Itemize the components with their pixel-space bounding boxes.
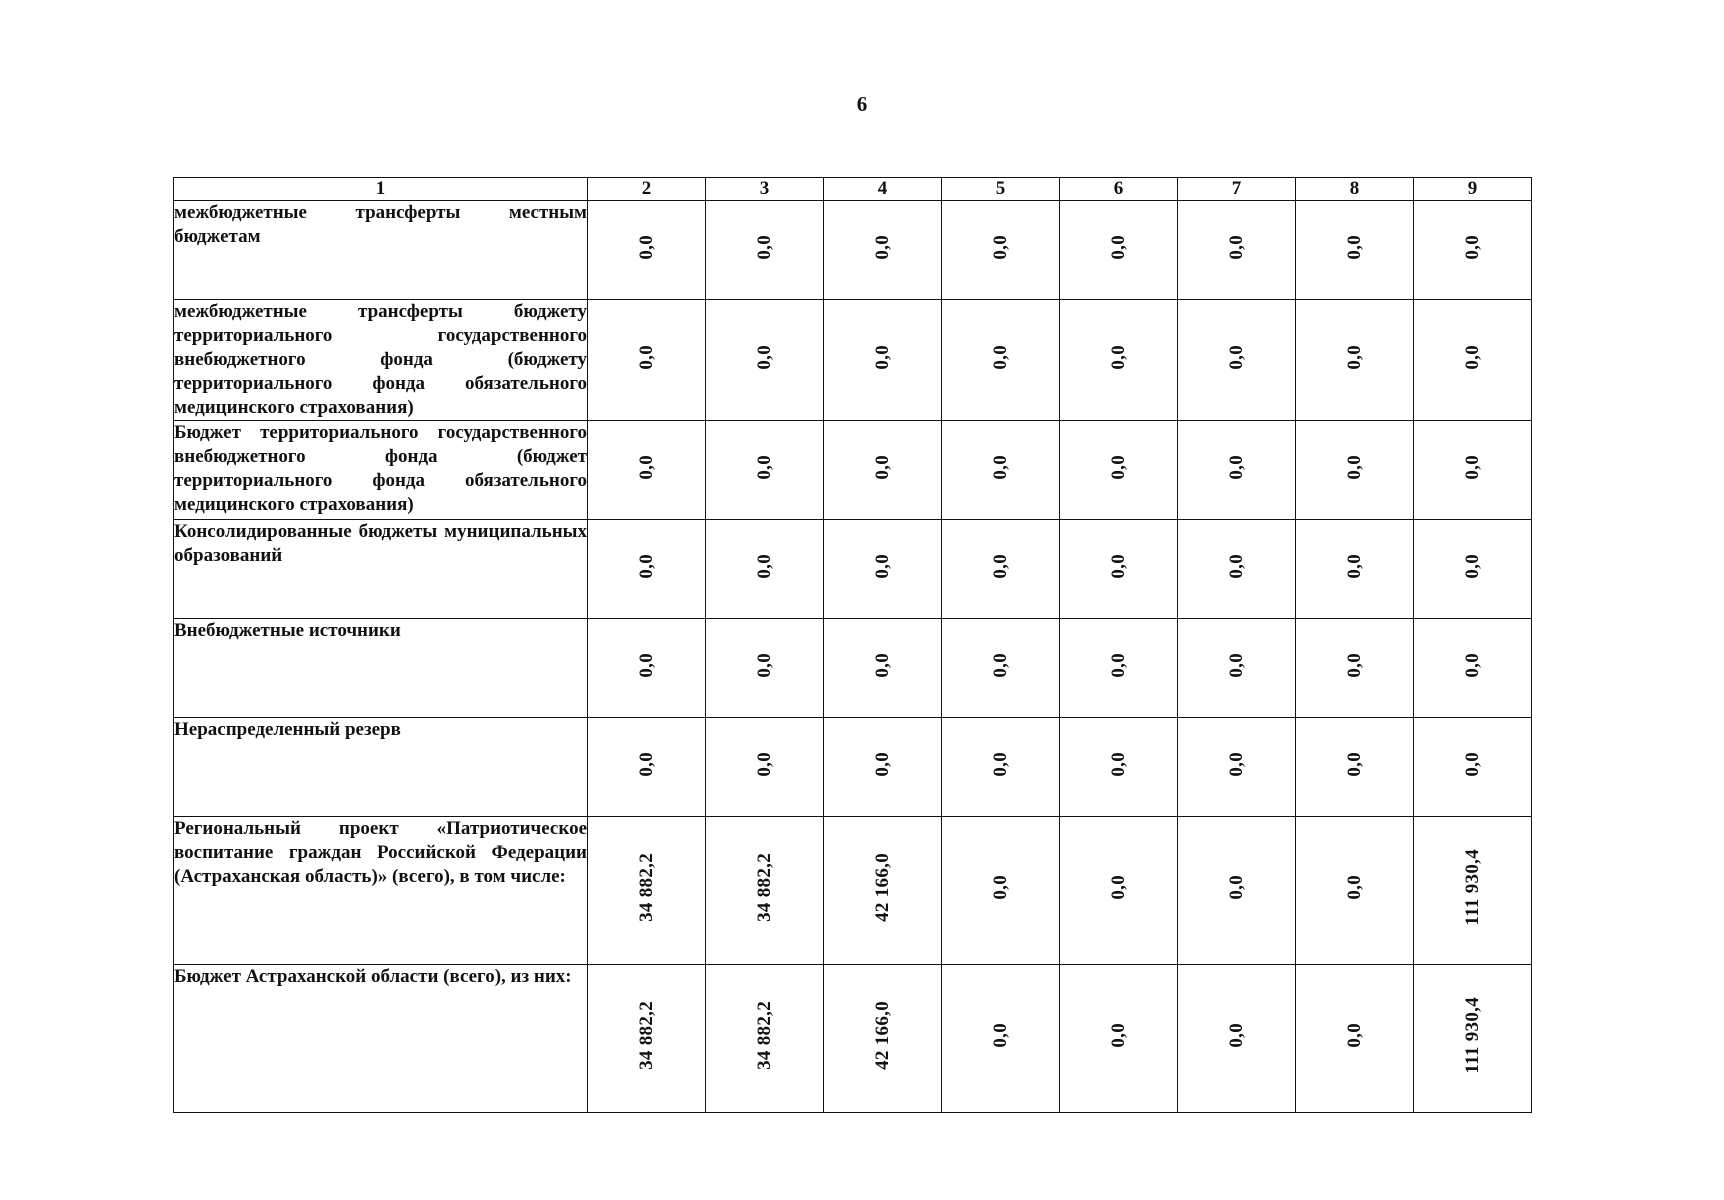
- cell-value: 0,0: [871, 234, 893, 260]
- cell-value: 34 882,2: [635, 1001, 657, 1070]
- cell-value: 0,0: [1343, 751, 1365, 777]
- cell-value: 0,0: [989, 652, 1011, 678]
- table-row: [174, 421, 1532, 520]
- cell-value: 0,0: [989, 875, 1011, 900]
- cell-value: 0,0: [1461, 454, 1483, 480]
- row-label: Бюджет Астраханской области (всего), из них:: [174, 965, 588, 1113]
- cell-value: 0,0: [871, 751, 893, 777]
- cell-value: 0,0: [1343, 875, 1365, 900]
- row-label: Бюджет территориального государственного внебюджетного фонда (бюджет территориального фонда обязательного медицинского страхования): [174, 421, 588, 520]
- cell-value: 0,0: [1225, 875, 1247, 900]
- cell-value: 0,0: [1225, 454, 1247, 480]
- cell-value: 0,0: [635, 344, 657, 370]
- cell-value: 0,0: [1343, 344, 1365, 370]
- column-header: 7: [1178, 178, 1296, 201]
- cell-value: 0,0: [871, 652, 893, 678]
- cell-value: 0,0: [1225, 652, 1247, 678]
- table-row: [174, 817, 1532, 965]
- cell-value: 111 930,4: [1461, 849, 1483, 926]
- row-label: Нераспределенный резерв: [174, 718, 588, 817]
- cell-value: 0,0: [753, 652, 775, 678]
- cell-value: 34 882,2: [635, 853, 657, 922]
- column-header: 1: [174, 178, 588, 201]
- cell-value: 0,0: [1461, 751, 1483, 777]
- cell-value: 0,0: [753, 553, 775, 579]
- cell-value: 0,0: [1343, 652, 1365, 678]
- table-row: [174, 718, 1532, 817]
- cell-value: 34 882,2: [753, 1001, 775, 1070]
- column-header: 2: [588, 178, 706, 201]
- cell-value: 0,0: [1225, 553, 1247, 579]
- cell-value: 42 166,0: [871, 1001, 893, 1070]
- row-label: Региональный проект «Патриотическое воспитание граждан Российской Федерации (Астраханская область)» (всего), в том числе:: [174, 817, 588, 965]
- cell-value: 0,0: [1107, 234, 1129, 260]
- table-row: [174, 520, 1532, 619]
- cell-value: 0,0: [753, 234, 775, 260]
- budget-table: [173, 177, 1532, 1113]
- cell-value: 0,0: [1343, 454, 1365, 480]
- cell-value: 42 166,0: [871, 853, 893, 922]
- cell-value: 0,0: [635, 234, 657, 260]
- cell-value: 0,0: [1225, 751, 1247, 777]
- cell-value: 0,0: [1225, 344, 1247, 370]
- cell-value: 0,0: [1343, 1023, 1365, 1048]
- column-header: 4: [824, 178, 942, 201]
- table-row: [174, 965, 1532, 1113]
- column-header: 6: [1060, 178, 1178, 201]
- cell-value: 0,0: [1107, 751, 1129, 777]
- cell-value: 0,0: [1343, 553, 1365, 579]
- row-label: межбюджетные трансферты бюджету территориального государственного внебюджетного фонда (бюджету территориального фонда обязательного медицинского страхования): [174, 300, 588, 421]
- cell-value: 0,0: [753, 454, 775, 480]
- cell-value: 0,0: [635, 553, 657, 579]
- cell-value: 0,0: [635, 652, 657, 678]
- cell-value: 0,0: [871, 344, 893, 370]
- cell-value: 34 882,2: [753, 853, 775, 922]
- table-header-row: [174, 178, 1532, 201]
- cell-value: 0,0: [871, 454, 893, 480]
- cell-value: 0,0: [1107, 553, 1129, 579]
- column-header: 9: [1414, 178, 1532, 201]
- cell-value: 0,0: [1107, 875, 1129, 900]
- cell-value: 0,0: [989, 553, 1011, 579]
- cell-value: 0,0: [753, 344, 775, 370]
- cell-value: 0,0: [1461, 652, 1483, 678]
- cell-value: 0,0: [1107, 454, 1129, 480]
- cell-value: 0,0: [1461, 344, 1483, 370]
- cell-value: 0,0: [1343, 234, 1365, 260]
- cell-value: 0,0: [1225, 1023, 1247, 1048]
- cell-value: 0,0: [989, 454, 1011, 480]
- cell-value: 0,0: [871, 553, 893, 579]
- table-row: [174, 300, 1532, 421]
- cell-value: 0,0: [1107, 344, 1129, 370]
- cell-value: 0,0: [989, 751, 1011, 777]
- cell-value: 0,0: [1225, 234, 1247, 260]
- cell-value: 111 930,4: [1461, 997, 1483, 1074]
- column-header: 8: [1296, 178, 1414, 201]
- column-header: 5: [942, 178, 1060, 201]
- cell-value: 0,0: [1461, 553, 1483, 579]
- cell-value: 0,0: [635, 454, 657, 480]
- cell-value: 0,0: [989, 1023, 1011, 1048]
- table-row: [174, 619, 1532, 718]
- cell-value: 0,0: [1461, 234, 1483, 260]
- page-number: 6: [856, 92, 868, 116]
- row-label: межбюджетные трансферты местным бюджетам: [174, 201, 588, 300]
- cell-value: 0,0: [635, 751, 657, 777]
- cell-value: 0,0: [1107, 652, 1129, 678]
- cell-value: 0,0: [989, 234, 1011, 260]
- cell-value: 0,0: [989, 344, 1011, 370]
- cell-value: 0,0: [1107, 1023, 1129, 1048]
- table-row: [174, 201, 1532, 300]
- row-label: Консолидированные бюджеты муниципальных образований: [174, 520, 588, 619]
- row-label: Внебюджетные источники: [174, 619, 588, 718]
- cell-value: 0,0: [753, 751, 775, 777]
- column-header: 3: [706, 178, 824, 201]
